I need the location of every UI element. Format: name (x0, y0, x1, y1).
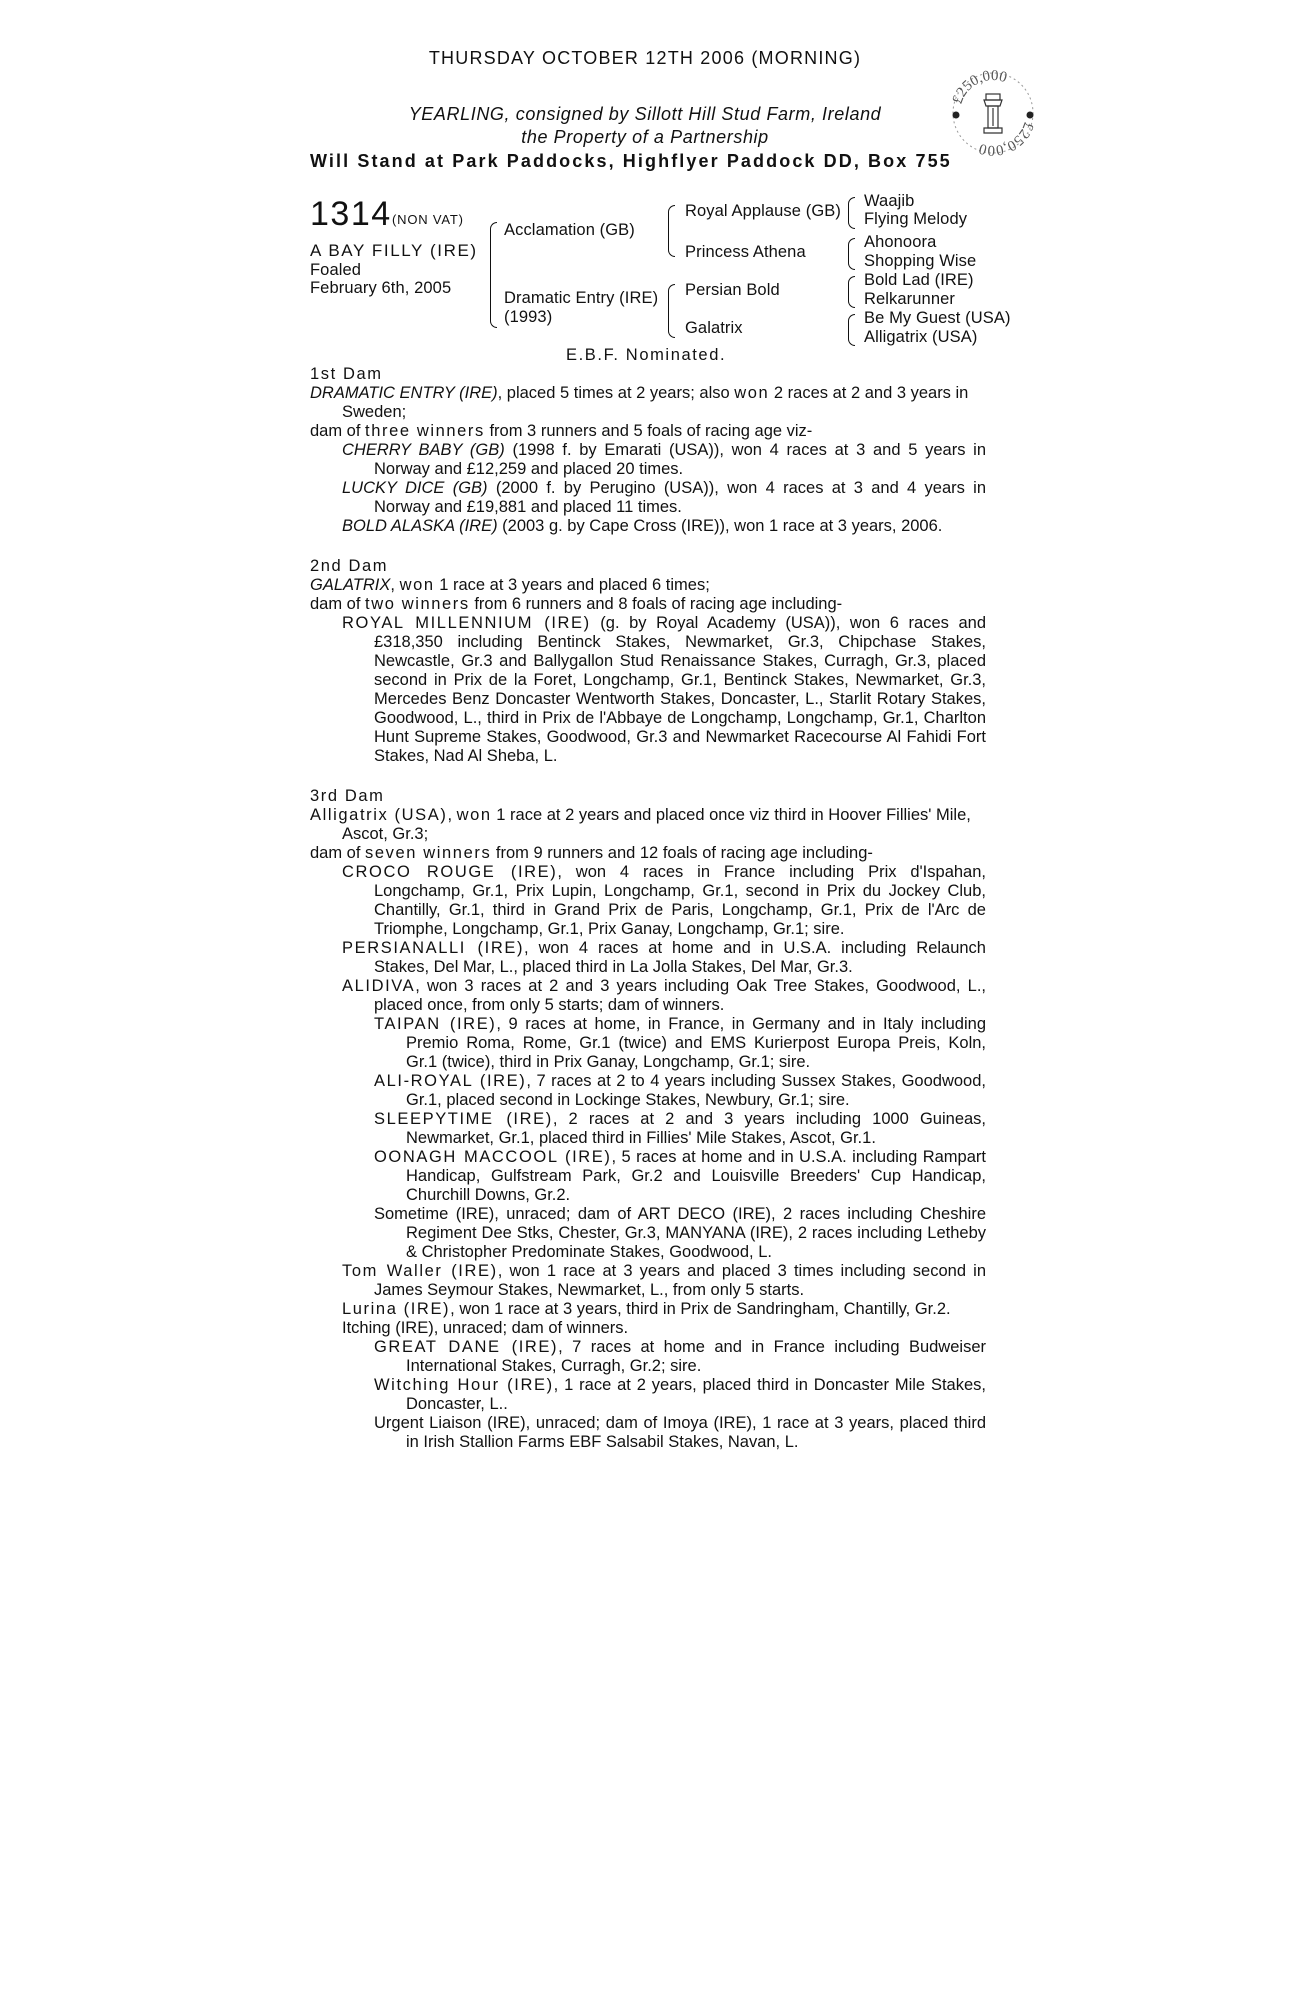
pedigree-g5: Bold Lad (IRE) (864, 271, 974, 289)
third-dam-record-won: won (456, 806, 492, 824)
produce-entry-name: Tom Waller (IRE) (342, 1262, 498, 1280)
pedigree-dam-year: (1993) (504, 308, 553, 326)
produce-entry (310, 939, 986, 977)
foal-name: ROYAL MILLENNIUM (IRE) (342, 614, 591, 632)
foal-record: (g. by Royal Academy (USA)), won 6 races and £318,350 including Bentinck Stakes, Newmarket, Gr.3, Chipchase Stakes, Newcastle, Gr.3 and Ballygallon Stud Renaissance Stakes, Curragh, Gr.3, placed second in Prix de la Foret, Longchamp, Gr.1, Bentinck Stakes, Newmarket, Gr.3, Mercedes Benz Doncaster Wentworth Stakes, Doncaster, L., Starlit Rotary Stakes, Goodwood, L., third in Prix de l'Abbaye de Longchamp, Longchamp, Gr.1, Charlton Hunt Supreme Stakes, Goodwood, Gr.3 and Newmarket Racecourse Al Fahidi Fort Stakes, Nad Al Sheba, L. (374, 614, 986, 765)
consignor-line: YEARLING, consigned by Sillott Hill Stud Farm, Ireland (408, 104, 882, 124)
pedigree-brace-g1 (848, 197, 855, 229)
produce-entry-record: Itching (IRE), unraced; dam of winners. (342, 1319, 629, 1337)
third-dam-record-c: 1 race at 2 years and placed once viz third in Hoover Fillies' Mile, Ascot, Gr.3; (342, 806, 971, 843)
second-dam-produce-c: from 6 runners and 8 foals of racing age including- (469, 595, 843, 613)
produce-entry (310, 1319, 986, 1338)
property-line: the Property of a Partnership (521, 127, 769, 147)
second-dam-heading: 2nd Dam (310, 557, 389, 575)
pedigree-g3: Ahonoora (864, 233, 937, 251)
third-dam-record (310, 806, 986, 844)
produce-entry-record: Urgent Liaison (IRE), unraced; dam of Imoya (IRE), 1 race at 3 years, placed third in Irish Stallion Farms EBF Salsabil Stakes, Navan, L. (374, 1414, 986, 1451)
produce-entry-name: CROCO ROUGE (IRE) (342, 863, 558, 881)
foaled-date: February 6th, 2005 (310, 279, 452, 297)
produce-entry-record: , 7 races at 2 to 4 years including Sussex Stakes, Goodwood, Gr.1, placed second in Lockinge Stakes, Newbury, Gr.1; sire. (406, 1072, 986, 1109)
first-dam-record (310, 384, 986, 422)
pedigree-sire-sire: Royal Applause (GB) (685, 202, 841, 220)
first-dam-record-won: won (734, 384, 770, 402)
produce-entry-record: , won 3 races at 2 and 3 years including Oak Tree Stakes, Goodwood, L., placed once, from only 5 starts; dam of winners. (374, 977, 986, 1014)
lot-number: 1314 (310, 195, 392, 233)
produce-entry-name: TAIPAN (IRE) (374, 1015, 497, 1033)
first-dam-foal (310, 479, 986, 517)
ebf-nomination: E.B.F. Nominated. (566, 346, 727, 364)
pedigree-g2: Flying Melody (864, 210, 968, 228)
foaled-label: Foaled (310, 261, 362, 279)
produce-entry-record: , 7 races at home and in France including Budweiser International Stakes, Curragh, Gr.2; sire. (406, 1338, 986, 1375)
produce-entry (310, 1072, 986, 1110)
produce-entry-name: Lurina (IRE) (342, 1300, 451, 1318)
second-dam-produce (310, 595, 986, 614)
third-dam-heading: 3rd Dam (310, 787, 385, 805)
pedigree-brace-g4 (848, 314, 855, 346)
price-stamp-logo (948, 68, 1038, 158)
third-dam-produce-a: dam of (310, 844, 366, 862)
foal-name: CHERRY BABY (GB) (342, 441, 505, 459)
second-dam-record-c: 1 race at 3 years and placed 6 times; (434, 576, 710, 594)
third-dam-produce-list (310, 863, 986, 1452)
pedigree-brace-g2 (848, 238, 855, 270)
produce-entry (310, 1205, 986, 1262)
produce-entry (310, 1414, 986, 1452)
produce-entry (310, 1110, 986, 1148)
second-dam-produce-a: dam of (310, 595, 366, 613)
first-dam-foal (310, 441, 986, 479)
foal-record: (2000 f. by Perugino (USA)), won 4 races at 3 and 4 years in Norway and £19,881 and placed 11 times. (374, 479, 986, 516)
foal-record: (1998 f. by Emarati (USA)), won 4 races at 3 and 5 years in Norway and £12,259 and placed 20 times. (374, 441, 986, 478)
produce-entry-record: , won 4 races at home and in U.S.A. including Relaunch Stakes, Del Mar, L., placed third in La Jolla Stakes, Del Mar, Gr.3. (374, 939, 986, 976)
svg-text:£250,000: £250,000 (949, 68, 1009, 107)
third-dam-record-a: , (447, 806, 457, 824)
produce-entry (310, 1015, 986, 1072)
third-dam-produce-count: seven winners (365, 844, 492, 862)
second-dam-record-won: won (399, 576, 435, 594)
produce-entry-record: , 9 races at home, in France, in Germany and in Italy including Premio Roma, Rome, Gr.1 (twice) and EMS Kurierpost Europa Preis, Koln, Gr.1 (twice), third in Prix Ganay, Longchamp, Gr.1; sire. (406, 1015, 986, 1071)
produce-entry-record: , 2 races at 2 and 3 years including 1000 Guineas, Newmarket, Gr.1, placed third in Fillies' Mile Stakes, Ascot, Gr.1. (406, 1110, 987, 1147)
first-dam-produce-count: three winners (365, 422, 485, 440)
produce-entry (310, 1262, 986, 1300)
stand-location-line: Will Stand at Park Paddocks, Highflyer Paddock DD, Box 755 (310, 151, 952, 171)
third-dam-name: Alligatrix (USA) (310, 806, 448, 824)
catalogue-body (310, 365, 986, 1452)
second-dam-record-a: , (390, 576, 400, 594)
pedigree-dam-dam: Galatrix (685, 319, 743, 337)
pedigree-g8: Alligatrix (USA) (864, 328, 978, 346)
pedigree-brace-g3 (848, 276, 855, 308)
produce-entry (310, 863, 986, 939)
first-dam-produce (310, 422, 986, 441)
third-dam-produce (310, 844, 986, 863)
foal-name: LUCKY DICE (GB) (342, 479, 488, 497)
vat-status: (NON VAT) (392, 212, 464, 227)
pedigree-g7: Be My Guest (USA) (864, 309, 1011, 327)
second-dam-produce-count: two winners (365, 595, 470, 613)
produce-entry-record: Sometime (IRE), unraced; dam of ART DECO (IRE), 2 races including Cheshire Regiment Dee Stks, Chester, Gr.3, MANYANA (IRE), 2 races including Letheby & Christopher Predominate Stakes, Goodwood, L. (374, 1205, 986, 1261)
produce-entry-name: PERSIANALLI (IRE) (342, 939, 525, 957)
pedigree-brace-sire-dam (490, 222, 497, 328)
lot-description: A BAY FILLY (IRE) (310, 241, 478, 260)
produce-entry-name: ALI-ROYAL (IRE) (374, 1072, 527, 1090)
produce-entry (310, 1338, 986, 1376)
foal-record: (2003 g. by Cape Cross (IRE)), won 1 race at 3 years, 2006. (497, 517, 943, 535)
foal-name: BOLD ALASKA (IRE) (342, 517, 498, 535)
first-dam-produce-c: from 3 runners and 5 foals of racing age viz- (484, 422, 813, 440)
pedigree-dam-sire: Persian Bold (685, 281, 780, 299)
first-dam-name: DRAMATIC ENTRY (IRE) (310, 384, 498, 402)
first-dam-record-c: 2 races at 2 and 3 years in Sweden; (342, 384, 969, 421)
pedigree-g6: Relkarunner (864, 290, 955, 308)
produce-entry (310, 1148, 986, 1205)
pedigree-sire-dam: Princess Athena (685, 243, 806, 261)
produce-entry (310, 1376, 986, 1414)
produce-entry-record: , 5 races at home and in U.S.A. including Rampart Handicap, Gulfstream Park, Gr.2 and Louisville Breeders' Cup Handicap, Churchill Downs, Gr.2. (406, 1148, 986, 1204)
pedigree-sire: Acclamation (GB) (504, 221, 635, 239)
produce-entry-name: OONAGH MACCOOL (IRE) (374, 1148, 612, 1166)
produce-entry-record: , won 4 races in France including Prix d'Ispahan, Longchamp, Gr.1, Prix Lupin, Longchamp, Gr.1, second in Prix du Jockey Club, Chantilly, Gr.1, third in Grand Prix de Paris, Longchamp, Gr.1, Prix de l'Arc de Triomphe, Longchamp, Gr.1, Prix Ganay, Longchamp, Gr.1; sire. (374, 863, 986, 938)
pedigree-brace-dam-line (668, 284, 675, 338)
produce-entry-record: , won 1 race at 3 years and placed 3 times including second in James Seymour Stakes, Newmarket, L., from only 5 starts. (374, 1262, 987, 1299)
second-dam-name: GALATRIX (310, 576, 391, 594)
produce-entry-name: Witching Hour (IRE) (374, 1376, 554, 1394)
produce-entry-name: SLEEPYTIME (IRE) (374, 1110, 553, 1128)
produce-entry-record: , 1 race at 2 years, placed third in Doncaster Mile Stakes, Doncaster, L.. (406, 1376, 986, 1413)
produce-entry (310, 1300, 986, 1319)
pedigree-g1: Waajib (864, 192, 915, 210)
produce-entry-name: GREAT DANE (IRE) (374, 1338, 559, 1356)
sale-date-line: THURSDAY OCTOBER 12TH 2006 (MORNING) (428, 48, 862, 68)
pedigree-brace-sire-line (668, 205, 675, 257)
pedigree-g4: Shopping Wise (864, 252, 977, 270)
first-dam-produce-a: dam of (310, 422, 366, 440)
first-dam-foal (310, 517, 986, 536)
svg-text:£250,000: £250,000 (977, 119, 1037, 158)
first-dam-heading: 1st Dam (310, 365, 383, 383)
produce-entry (310, 977, 986, 1015)
second-dam-record (310, 576, 986, 595)
third-dam-produce-c: from 9 runners and 12 foals of racing age including- (491, 844, 873, 862)
produce-entry-record: , won 1 race at 3 years, third in Prix de Sandringham, Chantilly, Gr.2. (450, 1300, 951, 1318)
pedigree-dam: Dramatic Entry (IRE) (504, 289, 659, 307)
first-dam-record-a: , placed 5 times at 2 years; also (497, 384, 735, 402)
second-dam-foal (310, 614, 986, 766)
produce-entry-name: ALIDIVA (342, 977, 416, 995)
